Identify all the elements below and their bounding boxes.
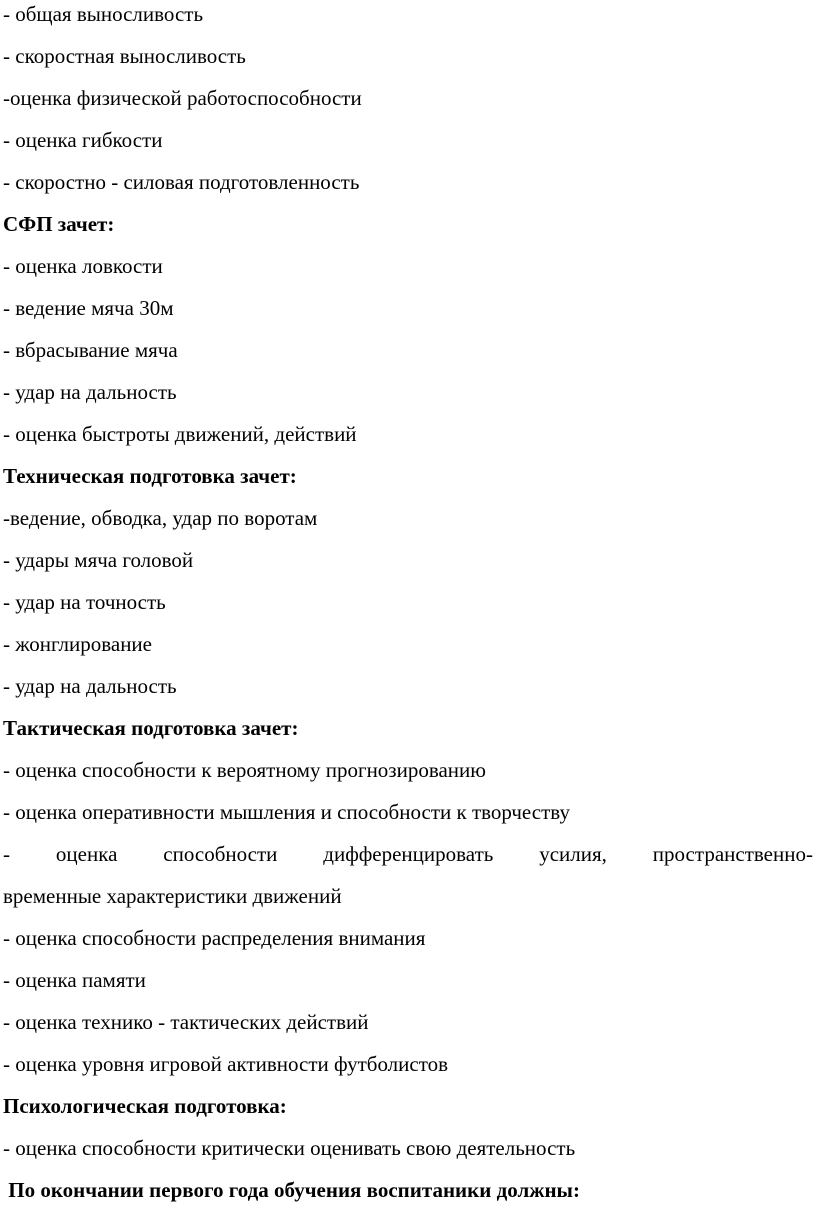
list-item: - жонглирование [3,632,152,656]
list-item: - оценка способности критически оценивать свою деятельность [3,1136,576,1160]
list-item-continuation: временные характеристики движений [3,884,342,908]
list-item: - оценка технико - тактических действий [3,1010,369,1034]
list-item: - скоростно - силовая подготовленность [3,170,360,194]
word: пространственно- [652,842,813,866]
list-item: - общая выносливость [3,2,204,26]
list-item: - оценка ловкости [3,254,163,278]
section-heading-first-year: По окончании первого года обучения воспитаники должны: [3,1178,580,1202]
list-item: - удар на дальность [3,674,177,698]
list-item: - оценка оперативности мышления и способности к творчеству [3,800,570,824]
section-heading-technical: Техническая подготовка зачет: [3,464,297,488]
list-item: - оценка памяти [3,968,146,992]
section-heading-sfp: СФП зачет: [3,212,115,236]
list-item: - удар на точность [3,590,166,614]
list-item: -ведение, обводка, удар по воротам [3,506,318,530]
list-item: - удары мяча головой [3,548,194,572]
section-heading-psychological: Психологическая подготовка: [3,1094,287,1118]
word: способности [163,842,278,866]
justified-list-item [3,840,813,868]
list-item: - оценка способности распределения внимания [3,926,426,950]
list-item: - оценка способности к вероятному прогнозированию [3,758,486,782]
list-item: - оценка гибкости [3,128,163,152]
list-item: - ведение мяча 30м [3,296,174,320]
list-item: - вбрасывание мяча [3,338,178,362]
word: оценка [55,842,118,866]
word: усилия, [539,842,607,866]
list-item: -оценка физической работоспособности [3,86,362,110]
list-item: - скоростная выносливость [3,44,246,68]
section-heading-tactical: Тактическая подготовка зачет: [3,716,299,740]
list-item: - оценка быстроты движений, действий [3,422,357,446]
word: - [3,842,10,866]
list-item: - оценка уровня игровой активности футболистов [3,1052,449,1076]
word: дифференцировать [323,842,494,866]
list-item: - удар на дальность [3,380,177,404]
